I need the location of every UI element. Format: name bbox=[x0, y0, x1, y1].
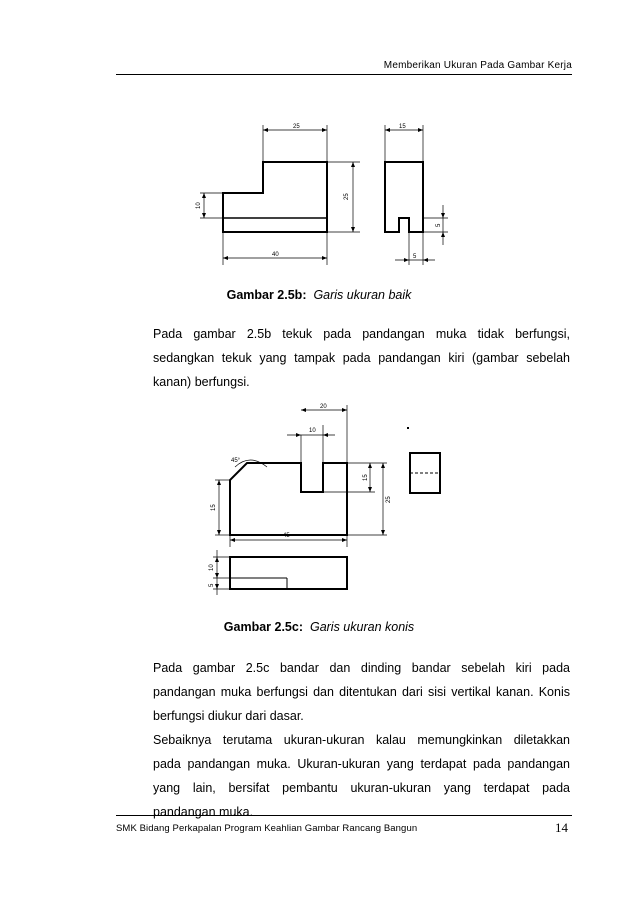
bottom-view-outline bbox=[230, 557, 347, 589]
dim-top-width: 25 bbox=[293, 124, 300, 130]
figure-2-5c-drawing bbox=[195, 395, 465, 605]
figure-2-5c-caption bbox=[0, 620, 638, 634]
paragraph-line: berfungsi diukur dari dasar. bbox=[153, 709, 304, 723]
dim-side-width: 15 bbox=[399, 124, 406, 130]
running-header: Memberikan Ukuran Pada Gambar Kerja bbox=[383, 60, 572, 71]
dim-left-height: 10 bbox=[196, 202, 202, 209]
header-rule bbox=[116, 74, 572, 75]
dim-bottom-top: 10 bbox=[209, 564, 215, 571]
paragraph-line: pandangan muka berfungsi dan ditentukan dari sisi vertikal kanan. Konis bbox=[153, 685, 570, 699]
paragraph-line: pandangan muka. bbox=[153, 805, 254, 819]
footer-rule bbox=[116, 815, 572, 816]
figure-2-5b-caption bbox=[0, 288, 638, 302]
dim-total-width: 40 bbox=[272, 252, 279, 258]
paragraph-line: Pada gambar 2.5b tekuk pada pandangan muka tidak berfungsi, bbox=[153, 327, 570, 341]
front-view-outline bbox=[230, 463, 347, 535]
figure-2-5b bbox=[190, 115, 470, 270]
dim-height: 25 bbox=[344, 193, 350, 200]
paragraph-line: Sebaiknya terutama ukuran-ukuran kalau memungkinkan diletakkan bbox=[153, 733, 570, 747]
dim-left-height: 15 bbox=[211, 504, 217, 511]
paragraph-1 bbox=[153, 322, 570, 394]
footer-text: SMK Bidang Perkapalan Program Keahlian Gambar Rancang Bangun bbox=[116, 823, 418, 834]
dim-angle: 45° bbox=[231, 458, 241, 464]
front-view-outline bbox=[223, 162, 327, 232]
dim-outer-height: 25 bbox=[386, 496, 392, 503]
dim-step: 5 bbox=[436, 223, 442, 227]
dim-slot-outer: 20 bbox=[320, 404, 327, 410]
page-number: 14 bbox=[555, 820, 568, 835]
paragraph-line: sedangkan tekuk yang tampak pada pandangan kiri (gambar sebelah bbox=[153, 351, 570, 365]
figure-2-5b-drawing bbox=[190, 115, 470, 270]
dim-step2: 5 bbox=[413, 254, 417, 260]
paragraph-line: kanan) berfungsi. bbox=[153, 375, 250, 389]
dim-total-width: 45 bbox=[283, 533, 290, 539]
caption-label: Gambar 2.5b: bbox=[226, 288, 307, 302]
paragraph-line: yang lain, bersifat pembantu ukuran-ukuran yang terdapat pada bbox=[153, 781, 570, 795]
dim-inner-height: 15 bbox=[363, 474, 369, 481]
caption-text: Garis ukuran baik bbox=[313, 288, 412, 302]
side-view-outline bbox=[385, 162, 423, 232]
dim-slot-inner: 10 bbox=[309, 428, 316, 434]
paragraph-2 bbox=[153, 656, 570, 824]
paragraph-line: pada pandangan muka. Ukuran-ukuran yang terdapat pada pandangan bbox=[153, 757, 570, 771]
caption-label: Gambar 2.5c: bbox=[223, 620, 304, 634]
dim-bottom-low: 5 bbox=[209, 583, 215, 587]
figure-2-5c bbox=[195, 395, 465, 605]
paragraph-line: Pada gambar 2.5c bandar dan dinding bandar sebelah kiri pada bbox=[153, 661, 570, 675]
caption-text: Garis ukuran konis bbox=[309, 620, 415, 634]
